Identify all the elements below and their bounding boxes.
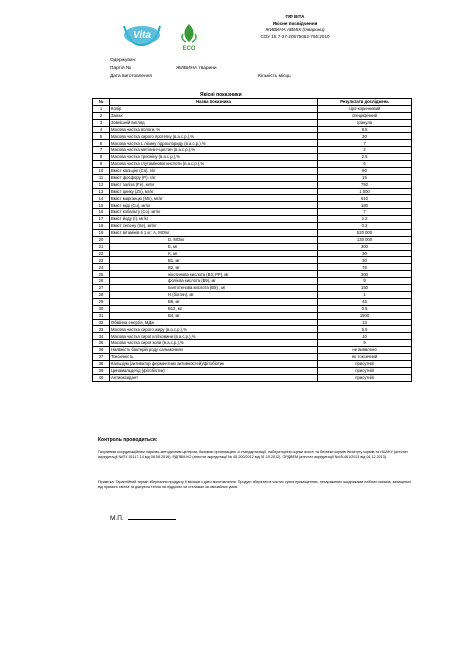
row-result: 2.5 [318,154,412,161]
row-result: 30 [318,133,412,140]
quality-table [92,98,412,382]
row-number: 16 [93,209,110,216]
row-result: 30 [318,250,412,257]
row-result: 1 000 [318,188,412,195]
row-indicator: B12, мг [110,305,318,312]
standard-code: СОУ 15.7-37-20575062-755:2010 [260,33,330,39]
row-result: 30 [318,257,412,264]
row-result: специфічний [318,112,412,119]
row-result: присутній [318,360,412,367]
table-row [93,202,412,209]
row-indicator: Масова частка сирого жиру (в.а.с.р.),% [110,326,318,333]
row-indicator: Зовнішній вигляд [110,119,318,126]
row-number: 10 [93,167,110,174]
table-row [93,319,412,326]
quantity-label: Кількість місць [258,74,291,79]
row-indicator: нікотинова кислота (B3; PP), мг [110,271,318,278]
row-indicator: B4, мг [110,312,318,319]
row-number: 33 [93,326,110,333]
row-result: 15 [318,174,412,181]
table-body [93,105,412,381]
row-number: 37 [93,353,110,360]
row-number: 1 [93,105,110,112]
table-row [93,216,412,223]
row-indicator: B2, мг [110,264,318,271]
row-number: 27 [93,285,110,292]
row-indicator: Масова частка вологи, % [110,126,318,133]
table-row [93,271,412,278]
row-indicator: Наявність бактерій роду сальмонели [110,347,318,354]
table-row [93,285,412,292]
table-row [93,347,412,354]
table-row [93,112,412,119]
row-result: 6 [318,161,412,168]
certificate-title: Якісне посвідчення [272,20,318,26]
row-indicator: Колір [110,105,318,112]
vita-logo [120,22,164,48]
table-row [93,340,412,347]
table-row [93,250,412,257]
row-indicator: K, мг [110,250,318,257]
row-result: 610 [318,195,412,202]
row-indicator: B1, мг [110,257,318,264]
row-indicator: Масова частка метіонін+цистин (в.а.с.р.),% [110,147,318,154]
eco-logo [178,22,200,52]
row-result: 60 [318,167,412,174]
table-row [93,154,412,161]
row-result: 1500 [318,312,412,319]
header-indicator: Назва показника [110,99,318,106]
table-row [93,360,412,367]
row-number: 39 [93,367,110,374]
row-number: 6 [93,140,110,147]
storage-note: Примітка: Гарантійний термін зберігання продукту 9 місяців з дати виготовлення. Продукт зберігати в чистих сухих приміщеннях, незаражених шкідниками хлібних запасів, захищених від прямого світла та джерела тепла на піддонах чи стелажах за звичайних умов. [98,480,412,490]
row-indicator: Вміст заліза (Fe), мг/кг [110,181,318,188]
table-row [93,333,412,340]
batch-label: Партія № [110,66,132,71]
row-indicator: Вміст кальцію (Ca), г/кг [110,167,318,174]
table-row [93,291,412,298]
company-name: ПФ ВІТА [285,14,305,19]
row-indicator: фолієва кислота (B9), мг [110,278,318,285]
table-row [93,105,412,112]
row-indicator: D, МО/кг [110,236,318,243]
table-row [93,374,412,381]
row-result: 130 000 [318,236,412,243]
row-result: 45 [318,298,412,305]
row-indicator: пантотенова кислота (B5) , мг [110,285,318,292]
row-indicator: Вміст фосфору (P), г/кг [110,174,318,181]
row-indicator: Цинамальдегід (фітобіотик) [110,367,318,374]
row-indicator: Обмінна енергія, МДж [110,319,318,326]
row-number: 25 [93,271,110,278]
header-result: Результати досліджень [318,99,412,106]
row-number: 29 [93,298,110,305]
table-row [93,353,412,360]
row-number: 34 [93,333,110,340]
row-number: 35 [93,340,110,347]
row-result: 300 [318,271,412,278]
table-row [93,195,412,202]
product-name: ЖИВИНА тварини [176,66,217,71]
row-result: 7 [318,140,412,147]
row-number: 17 [93,216,110,223]
stamp-area [110,514,176,522]
svg-text:ECO: ECO [182,46,196,52]
row-number: 24 [93,264,110,271]
product-title: ЖИВИНА АВМІХ (тварини) [265,27,325,32]
row-number: 36 [93,347,110,354]
table-row [93,243,412,250]
row-result: 9 [318,278,412,285]
row-indicator: Антиоксидант [110,374,318,381]
row-result: гранула [318,119,412,126]
table-row [93,257,412,264]
row-number: 19 [93,229,110,236]
table-header-row [93,99,412,106]
stamp-label: М.П. [110,515,124,522]
row-indicator: Вміст селену (Se), мг/кг [110,223,318,230]
row-indicator: Масова частка сирої клітковини (в.а.с.р.),% [110,333,318,340]
document-header [210,14,380,40]
row-result: 13 [318,319,412,326]
table-row [93,188,412,195]
row-number: 38 [93,360,110,367]
row-result: сіро-коричневий [318,105,412,112]
customer-label: Одержувач: [110,58,137,63]
row-result: 2 [318,147,412,154]
table-row [93,161,412,168]
row-result: 1 [318,291,412,298]
table-row [93,312,412,319]
row-indicator: Масова частка треоніну (в.а.с.р.),% [110,154,318,161]
row-indicator: Масова частка глутамінової кислоти (в.а.с.р.),% [110,161,318,168]
header-number: № [93,99,110,106]
table-row [93,133,412,140]
row-result: 150 [318,285,412,292]
table-row [93,147,412,154]
row-indicator: Вміст кобальту (Co), мг/кг [110,209,318,216]
table-row [93,119,412,126]
row-result: 520 000 [318,229,412,236]
row-indicator: Токсичність [110,353,318,360]
row-indicator: Вміст марганцю (Mn), мг/кг [110,195,318,202]
row-number: 31 [93,312,110,319]
row-indicator: Запах [110,112,318,119]
table-row [93,140,412,147]
row-result: 75 [318,264,412,271]
row-number: 9 [93,161,110,168]
row-number: 2 [93,112,110,119]
row-result: 300 [318,243,412,250]
row-number: 5 [93,133,110,140]
row-result: 0.2 [318,223,412,230]
table-row [93,174,412,181]
table-row [93,264,412,271]
table-row [93,229,412,236]
manufacture-date-label: Дата виготовлення [110,74,153,79]
table-row [93,223,412,230]
table-row [93,367,412,374]
row-number: 22 [93,250,110,257]
row-number: 23 [93,257,110,264]
table-row [93,236,412,243]
table-row [93,278,412,285]
row-indicator: Вміст йоду (I), мг/кг [110,216,318,223]
lab-text: Галузевим координаційним науково-методичним центром, базовою організацією зі стандартизації, лабораторією оцінки якості та безпеки кормів Інституту кормів та НААНУ (атестат акредитації №ПУ-01117-14 від 08.08.2016), РДПВМ КО (атестат акредитації № 45-200/2012 від 01.10.2012), ОРДВЕМ (атестат акредитації №45-461/2013 від 04.12.2013). [98,450,408,460]
row-result: не виявлено [318,347,412,354]
row-number: 21 [93,243,110,250]
row-number: 4 [93,126,110,133]
row-result: 9 [318,340,412,347]
row-number: 26 [93,278,110,285]
row-indicator: Кальціум (активатор ферментних активностей)/фітобіотик [110,360,318,367]
row-indicator: E, мг [110,243,318,250]
row-result: 8.5 [318,126,412,133]
row-indicator: B6, мг [110,298,318,305]
row-number: 18 [93,223,110,230]
row-result: 750 [318,181,412,188]
row-indicator: Масова частка сирої золи (в.а.с.р.),% [110,340,318,347]
row-indicator: Вміст міді (Cu), мг/кг [110,202,318,209]
row-result: 5.5 [318,326,412,333]
row-number: 28 [93,291,110,298]
row-number: 32 [93,319,110,326]
row-indicator: Масова частка L лізину гідрохлориду (в.а.с.р.),% [110,140,318,147]
row-number: 7 [93,147,110,154]
row-number: 11 [93,174,110,181]
table-row [93,181,412,188]
svg-text:Vita: Vita [133,30,151,41]
row-number: 14 [93,195,110,202]
row-number: 40 [93,374,110,381]
signature-line [128,514,176,520]
row-number: 8 [93,154,110,161]
row-result: 180 [318,202,412,209]
row-number: 20 [93,236,110,243]
row-number: 15 [93,202,110,209]
row-result: не токсичний [318,353,412,360]
row-indicator: H (біотин), мг [110,291,318,298]
table-row [93,298,412,305]
row-result: присутній [318,374,412,381]
row-result: 7 [318,209,412,216]
row-result: 10 [318,333,412,340]
table-row [93,209,412,216]
row-number: 30 [93,305,110,312]
row-indicator: Масова частка сирого протеїну (в.а.с.р.),% [110,133,318,140]
row-number: 13 [93,188,110,195]
row-number: 3 [93,119,110,126]
table-row [93,326,412,333]
table-row [93,305,412,312]
row-indicator: Вміст вітамінів в 1 кг: А, МО/кг [110,229,318,236]
row-result: 2.2 [318,216,412,223]
control-title: Контроль проводиться: [98,437,158,443]
table-row [93,126,412,133]
section-title: Якісні показники [200,92,242,98]
table-row [93,167,412,174]
row-number: 12 [93,181,110,188]
row-result: присутній [318,367,412,374]
row-indicator: Вміст цинку (Zn), мг/кг [110,188,318,195]
row-result: 0.5 [318,305,412,312]
